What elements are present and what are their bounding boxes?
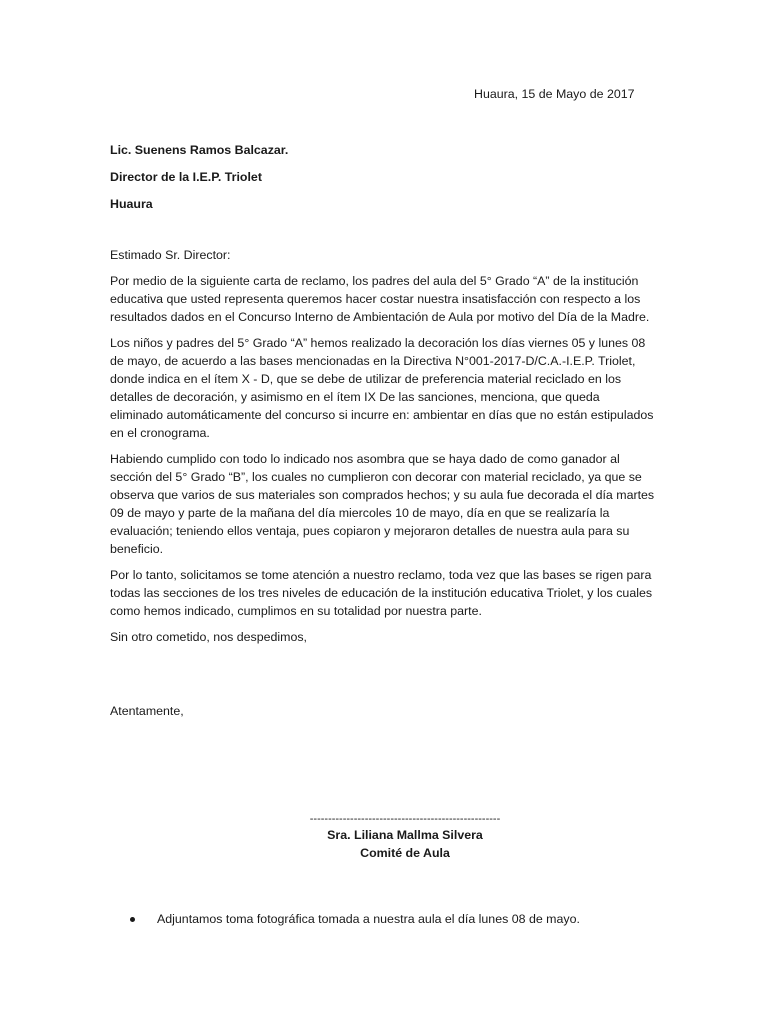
- signature-line: ----------------------------------------------------: [309, 813, 501, 825]
- attachment-text: Adjuntamos toma fotográfica tomada a nuestra aula el día lunes 08 de mayo.: [157, 912, 580, 926]
- paragraph-4: Por lo tanto, solicitamos se tome atención a nuestro reclamo, toda vez que las bases se rigen para todas las secciones de los tres niveles de educación de la institución educativa Triolet, y los cuales como hemos indicado, cumplimos en su totalidad por nuestra parte.: [110, 568, 653, 618]
- paragraph-1: Por medio de la siguiente carta de reclamo, los padres del aula del 5° Grado “A” de la institución educativa que usted representa queremos hacer costar nuestra insatisfacción con respecto a los resultados dados en el Concurso Interno de Ambientación de Aula por motivo del Día de la Madre.: [110, 274, 650, 324]
- attachment-list-item: [130, 910, 580, 928]
- recipient-name: Lic. Suenens Ramos Balcazar.: [110, 143, 289, 157]
- letter-body: [110, 246, 655, 646]
- closing-line: Sin otro cometido, nos despedimos,: [110, 630, 307, 644]
- recipient-block: [110, 141, 288, 222]
- recipient-title: Director de la I.E.P. Triolet: [110, 170, 262, 184]
- bullet-icon: [130, 917, 135, 922]
- paragraph-2: Los niños y padres del 5° Grado “A” hemos realizado la decoración los días viernes 05 y lunes 08 de mayo, de acuerdo a las bases mencionadas en la Directiva N°001-2017-D/C.A.-I.E.P. Triolet, donde indica en el ítem X - D, que se debe de utilizar de preferencia material reciclado en los detalles de decoración, y asimismo en el ítem IX De las sanciones, menciona, que queda eliminado automáticamente del concurso si incurre en: ambientar en días que no están estipulados en el cronograma.: [110, 336, 654, 440]
- signatory-name: Sra. Liliana Mallma Silvera: [327, 828, 483, 842]
- recipient-location: Huaura: [110, 197, 153, 211]
- regards: Atentamente,: [110, 704, 184, 718]
- signatory-role: Comité de Aula: [360, 846, 450, 860]
- date-line: Huaura, 15 de Mayo de 2017: [474, 87, 635, 101]
- salutation: Estimado Sr. Director:: [110, 248, 231, 262]
- paragraph-3: Habiendo cumplido con todo lo indicado nos asombra que se haya dado de como ganador al sección del 5° Grado “B”, los cuales no cumplieron con decorar con material reciclado, ya que se observa que varios de sus materiales son comprados hechos; y su aula fue decorada el día martes 09 de mayo y parte de la mañana del día miercoles 10 de mayo, día en que se realizaría la evaluación; teniendo ellos ventaja, pues copiaron y mejoraron detalles de nuestra aula para su beneficio.: [110, 452, 655, 556]
- signature-block: [260, 812, 550, 862]
